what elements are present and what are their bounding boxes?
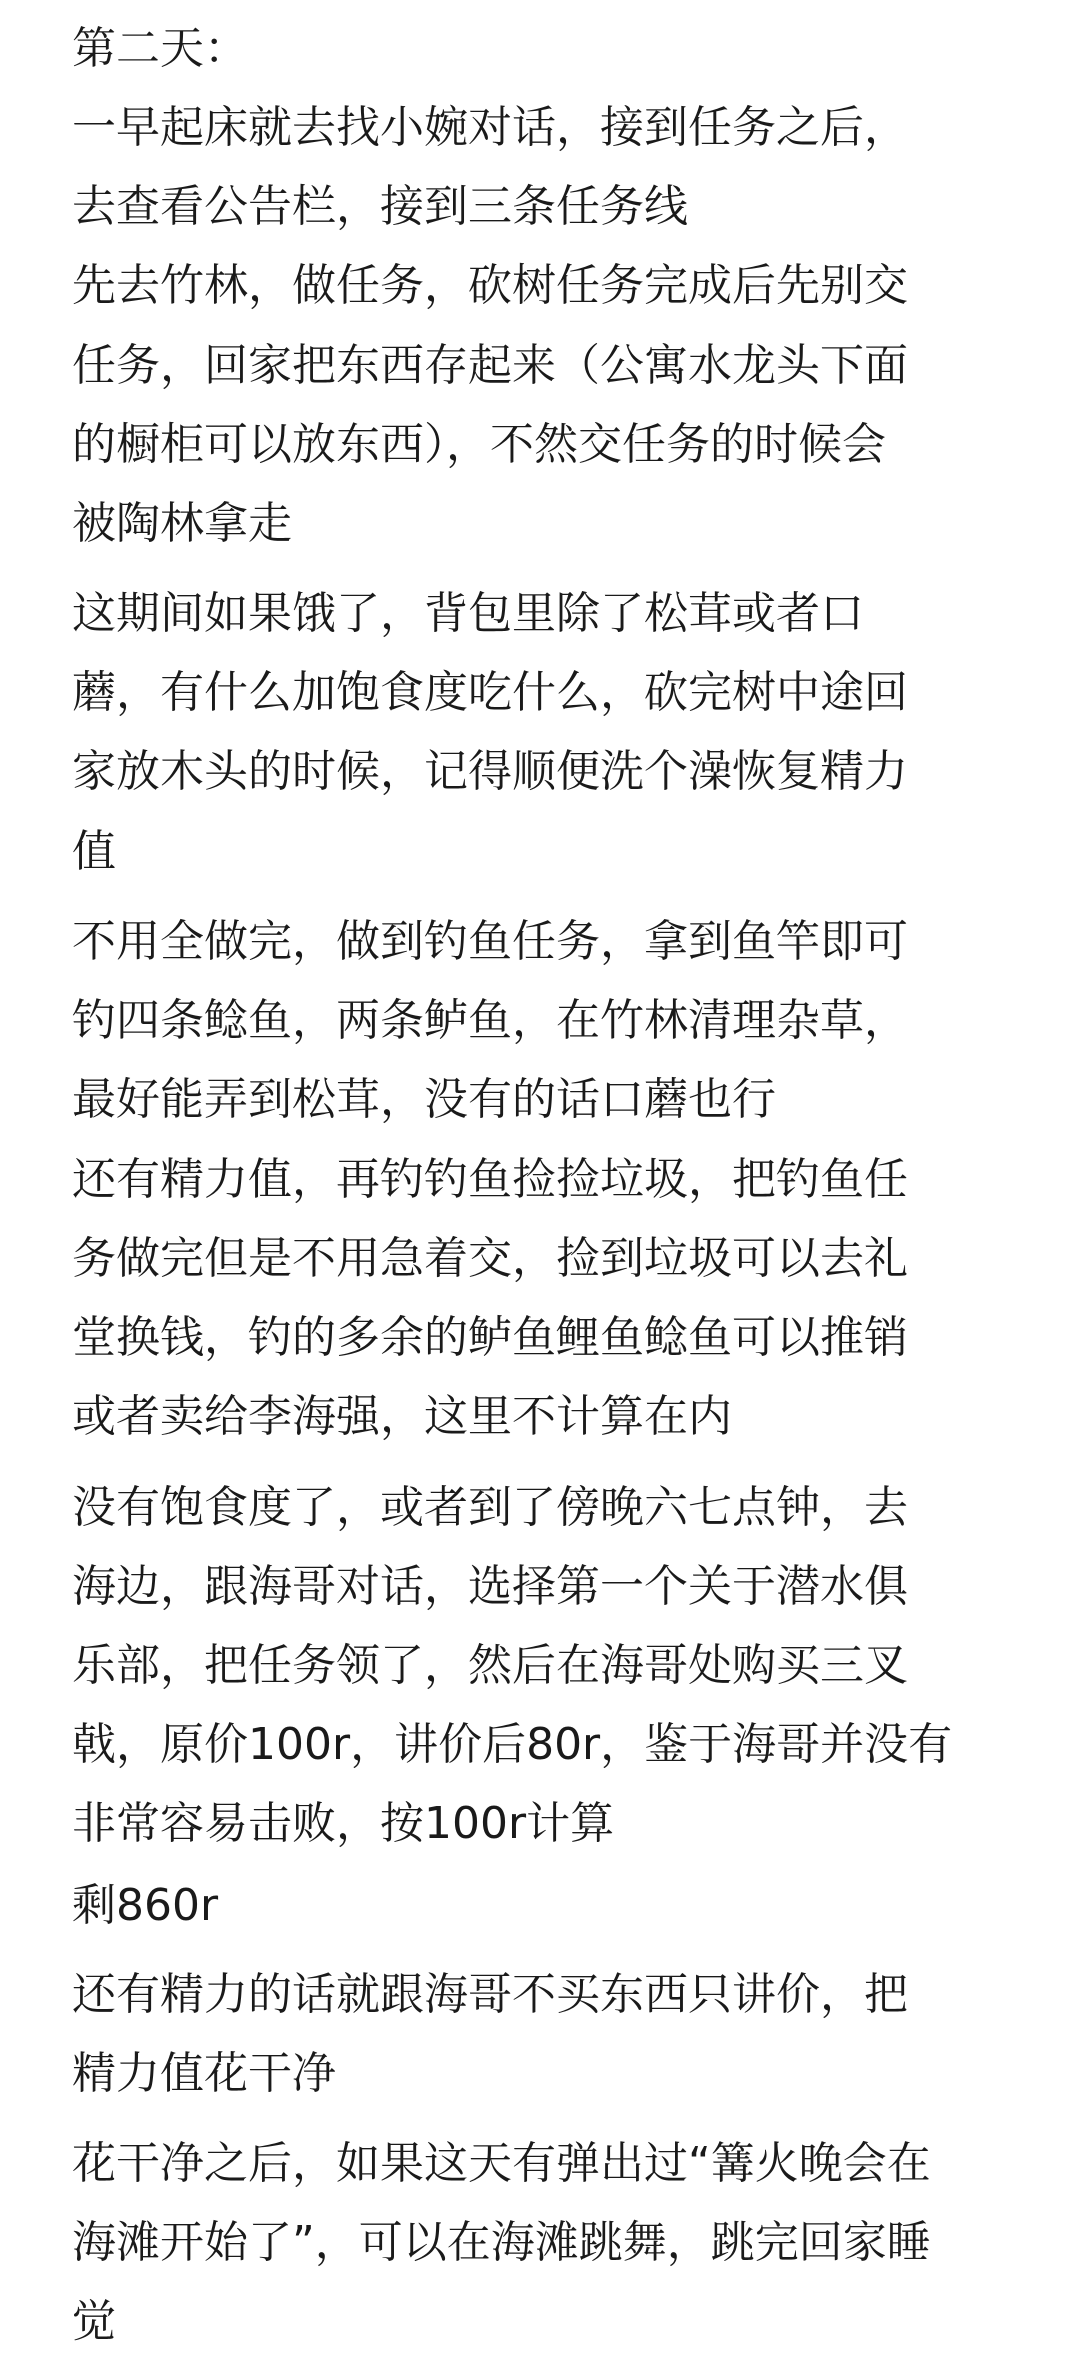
text-line: 最好能弄到松茸，没有的话口蘑也行: [72, 1074, 776, 1125]
text-line: 花干净之后，如果这天有弹出过“篝火晚会在: [72, 2138, 931, 2189]
text-line: 先去竹林，做任务，砍树任务完成后先别交: [72, 260, 908, 311]
text-line: 或者卖给李海强，这里不计算在内: [72, 1391, 732, 1442]
text-line: 值: [72, 826, 116, 877]
text-line: 还有精力的话就跟海哥不买东西只讲价，把: [72, 1969, 908, 2020]
text-line: 堂换钱，钓的多余的鲈鱼鲤鱼鲶鱼可以推销: [72, 1312, 908, 1363]
text-line: 去查看公告栏，接到三条任务线: [72, 181, 688, 232]
text-line: 不用全做完，做到钓鱼任务，拿到鱼竿即可: [72, 916, 908, 967]
text-line: 海边，跟海哥对话，选择第一个关于潜水俱: [72, 1561, 908, 1612]
text-line: 戟，原价100r，讲价后80r，鉴于海哥并没有: [72, 1719, 953, 1770]
text-line: 家放木头的时候，记得顺便洗个澡恢复精力: [72, 746, 908, 797]
text-line: 海滩开始了”，可以在海滩跳舞，跳完回家睡: [72, 2217, 931, 2268]
text-line: 剩860r: [72, 1880, 219, 1931]
text-line: 的橱柜可以放东西），不然交任务的时候会: [72, 419, 886, 470]
text-line: 被陶林拿走: [72, 498, 292, 549]
text-line: 没有饱食度了，或者到了傍晚六七点钟，去: [72, 1482, 908, 1533]
text-line: 还有精力值，再钓钓鱼捡捡垃圾，把钓鱼任: [72, 1154, 908, 1205]
text-line: 觉: [72, 2296, 116, 2347]
text-line: 非常容易击败，按100r计算: [72, 1798, 615, 1849]
text-line: 钓四条鲶鱼，两条鲈鱼，在竹林清理杂草，: [72, 995, 908, 1046]
text-line: 一早起床就去找小婉对话，接到任务之后，: [72, 102, 908, 153]
text-line: 务做完但是不用急着交，捡到垃圾可以去礼: [72, 1233, 908, 1284]
text-line: 第二天：: [72, 23, 248, 74]
text-line: 蘑，有什么加饱食度吃什么，砍完树中途回: [72, 667, 908, 718]
text-line: 任务，回家把东西存起来（公寓水龙头下面: [72, 340, 908, 391]
text-line: 这期间如果饿了，背包里除了松茸或者口: [72, 588, 864, 639]
text-line: 乐部，把任务领了，然后在海哥处购买三叉: [72, 1640, 908, 1691]
text-line: 精力值花干净: [72, 2048, 336, 2099]
